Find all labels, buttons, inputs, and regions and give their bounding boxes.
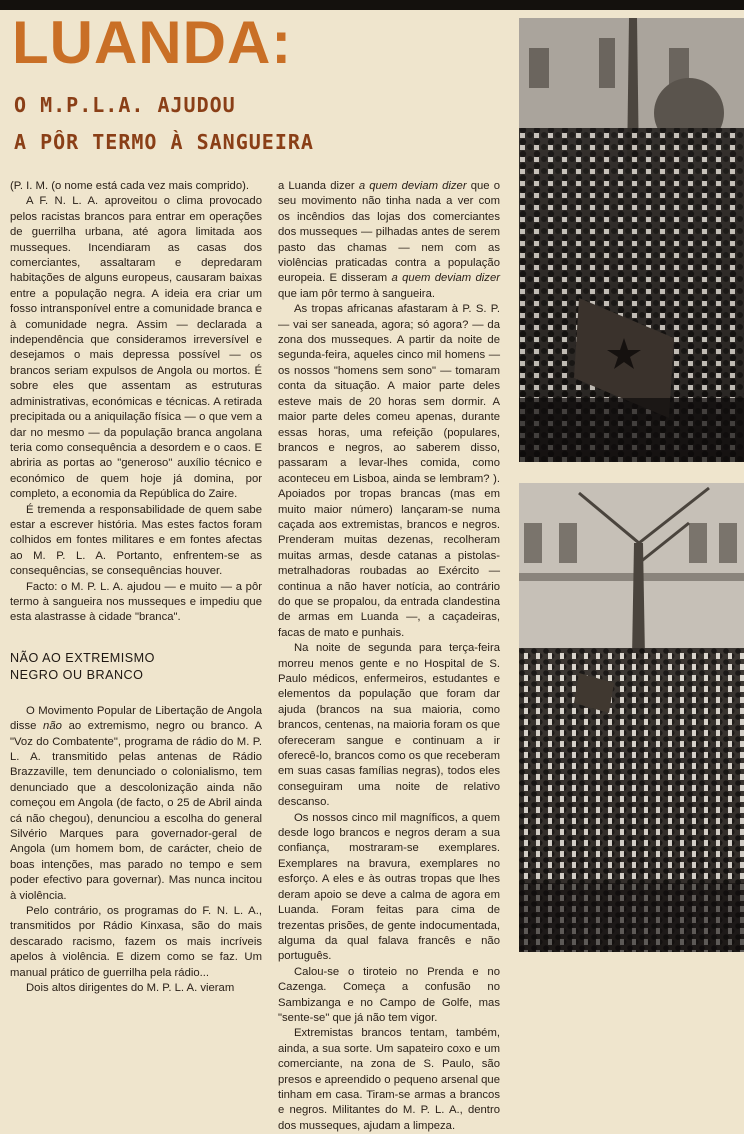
- crowd-street-image: [519, 483, 744, 952]
- text-run: O Movimento Popular de Libertação de Angola disse: [10, 704, 262, 733]
- crowd-street-photo: [519, 483, 744, 952]
- paragraph: A F. N. L. A. aproveitou o clima provocado pelos racistas brancos para entrar em operações de guerrilha urbana, até agora limitada aos musseques. Incendiaram as casas dos comerciantes, assaltaram e depredaram habitações de alguns europeus, causaram baixas entre a população negra. A ideia era criar um fosso intransponível entre a comunidade branca e à comunidade negra. Assim — declarada a independência que consideramos irreversível e desejamos o mais depressa possível — os brancos seriam expulsos de Angola ou mortos. É sobre eles que assentam as estruturas administrativas, económicas e técnicas. A retirada precipitada ou a aniquilação física — o que vem a dar no mesmo — da população branca angolana teria como consequência a desordem e o caos. E abriria as portas ao "generoso" auxílio técnico e económico de quem hoje já domina, por completo, a economia da República do Zaire.: [10, 195, 262, 501]
- paragraph: Pelo contrário, os programas do F. N. L. A., transmitidos por Rádio Kinxasa, são do mais descarado racismo, fazem os mais incríveis apelos à violência. E dizem como se faz. Um manual prático de guerrilha pela rádio...: [10, 905, 262, 979]
- emphasis: a quem deviam dizer: [358, 180, 467, 192]
- crowd-with-flag-photo: [519, 18, 744, 462]
- emphasis: não: [43, 720, 62, 733]
- paragraph: Os nossos cinco mil magníficos, a quem desde logo brancos e negros deram a sua confiança, mostraram-se exemplares. Exemplares na bravura, exemplares no esforço. A eles e às outras tropas que lhes deram apoio se deve a calma de agora em Luanda. Foram feitas para cima de trezentas prisões, de gente indocumentada, alguma da qual falava francês e não português.: [278, 811, 500, 963]
- photo-divider: [519, 462, 744, 483]
- subheadline-line-2: A PÔR TERMO À SANGUEIRA: [14, 130, 314, 154]
- text-run: a Luanda dizer: [278, 180, 359, 192]
- text-run: que o seu movimento não tinha nada a ver com os incêndios das lojas dos comerciantes dos musseques — pilhadas antes de serem pasto das chamas — nem com as violências praticadas contra a população europeia. E disseram: [278, 180, 500, 285]
- article-column-1: [10, 179, 262, 997]
- text-run: que iam pôr termo à sangueira.: [278, 287, 435, 300]
- paragraph: (P. I. M. (o nome está cada vez mais comprido).: [10, 180, 249, 192]
- emphasis: a quem deviam dizer: [391, 272, 500, 285]
- section-heading-line-2: NEGRO OU BRANCO: [10, 667, 144, 682]
- paragraph: [10, 704, 262, 904]
- section-heading: [10, 650, 262, 684]
- paragraph: É tremenda a responsabilidade de quem sabe estar a escrever história. Mas estes factos foram colhidos em fontes militares e em fontes afectas ao M. P. L. A. Portanto, enfrentem-se as consequências, se consequências houver.: [10, 503, 262, 578]
- paragraph: [278, 179, 500, 302]
- section-heading-line-1: NÃO AO EXTREMISMO: [10, 650, 155, 665]
- headline: LUANDA:: [12, 9, 293, 76]
- paragraph: Dois altos dirigentes do M. P. L. A. vieram: [26, 982, 235, 995]
- paragraph: As tropas africanas afastaram à P. S. P. — vai ser saneada, agora; só agora? — da zona dos musseques. A partir da noite de segunda-feira, aqueles cinco mil homens — os nossos "homens sem sono" — tomaram conta da situação. A maior parte deles esteve mais de 20 horas sem dormir. A maior parte deles comeu apenas, durante essas horas, uma refeição (populares, brancos e negros, ao saberem disso, passaram a levar-lhes comida, como aconteceu em Lisboa, ainda se lembram? ). Apoiados por tropas brancas (mas em muito maior número) lançaram-se numa caçada aos extremistas, brancos e negros. Prenderam muitas dezenas, recolheram muitas armas, desde catanas a pistolas-metralhadoras roubadas ao Exército — continua a não haver notícia, ao contrário do que se propalou, da entrada clandestina de armas em Luanda —, a caçadeiras, facas de mato e punhais.: [278, 303, 500, 639]
- paragraph: Facto: o M. P. L. A. ajudou — e muito — a pôr termo à sangueira nos musseques e impediu que esta alastrasse à cidade "branca".: [10, 580, 262, 624]
- article-column-2: [278, 179, 500, 1134]
- text-run: ao extremismo, negro ou branco. A "Voz do Combatente", programa de rádio do M. P. L. A. transmitido pelas antenas de Rádio Brazzaville, tem denunciado o colonialismo, tem denunciado que a descolonização ainda não começou em Angola (de facto, o 25 de Abril ainda cá não chegou), denunciou a escolha do general Silvério Marques para governador-geral de Angola (um homem bom, de carácter, cheio de boas intenções, mas parado no tempo e sem poder efectivo para governar). Mas nunca incitou à violência.: [10, 720, 263, 902]
- paragraph: Na noite de segunda para terça-feira morreu menos gente e no Hospital de S. Paulo médicos, enfermeiros, estudantes e elementos da população que foram dar ajuda (brancos na sua maioria, como brancos, centenas, na maioria foram os que ofereceram sangue e continuam a ir oferecê-lo, brancos como os que receberam em suas casas famílias negras), todos eles conseguiram uma noite de relativo descanso.: [278, 642, 500, 809]
- subheadline-line-1: O M.P.L.A. AJUDOU: [14, 93, 236, 117]
- paragraph: Calou-se o tiroteio no Prenda e no Cazenga. Começa a confusão no Sambizanga e no Campo de Golfe, mas "sente-se" que já não tem vigor.: [278, 965, 500, 1024]
- paragraph: Extremistas brancos tentam, também, ainda, a sua sorte. Um sapateiro coxo e um comerciante, na zona de S. Paulo, são presos e apreendido o pequeno arsenal que tinham em casa. Tiram-se armas a brancos e negros. Militantes do M. P. L. A., dentro dos musseques, ajudam a limpeza.: [278, 1027, 500, 1132]
- crowd-with-flag-image: [519, 18, 744, 462]
